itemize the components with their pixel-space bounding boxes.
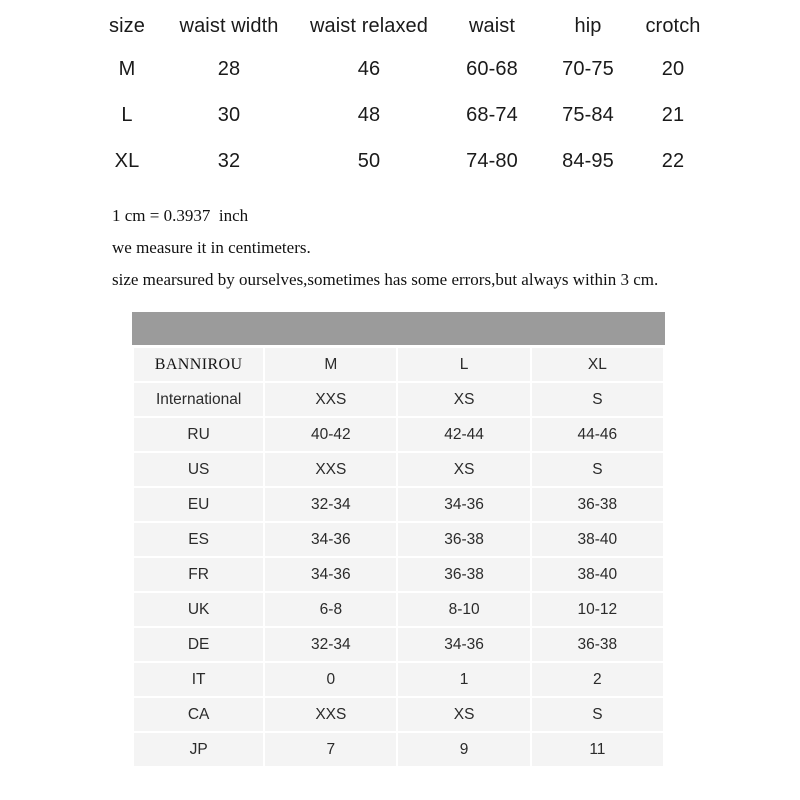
measurement-cell: XL xyxy=(114,149,140,172)
measurement-cell: 21 xyxy=(661,103,685,126)
conversion-cell: 8-10 xyxy=(398,593,529,626)
measurement-header-cell: size xyxy=(109,14,145,37)
conversion-cell: M xyxy=(265,348,396,381)
measurement-cell: 22 xyxy=(661,149,685,172)
conversion-cell: 10-12 xyxy=(532,593,663,626)
conversion-row-label: US xyxy=(134,453,263,486)
conversion-cell: XS xyxy=(398,698,529,731)
conversion-cell: 34-36 xyxy=(398,628,529,661)
conversion-cell: XXS xyxy=(265,453,396,486)
conversion-row-label: RU xyxy=(134,418,263,451)
conversion-cell: XXS xyxy=(265,383,396,416)
conversion-cell: 42-44 xyxy=(398,418,529,451)
conversion-cell: 40-42 xyxy=(265,418,396,451)
measurement-cell: M xyxy=(118,57,136,80)
conversion-row-label: UK xyxy=(134,593,263,626)
conversion-cell: 36-38 xyxy=(532,628,663,661)
table-row xyxy=(134,453,663,486)
measurement-cell: 48 xyxy=(357,103,381,126)
conversion-cell: 1 xyxy=(398,663,529,696)
conversion-cell: L xyxy=(398,348,529,381)
conversion-cell: 0 xyxy=(265,663,396,696)
conversion-cell: 9 xyxy=(398,733,529,766)
note-tolerance: size mearsured by ourselves,sometimes has some errors,but always within 3 cm. xyxy=(112,270,659,289)
conversion-cell: 32-34 xyxy=(265,628,396,661)
note-measure-unit: we measure it in centimeters. xyxy=(112,238,311,257)
conversion-cell: S xyxy=(532,453,663,486)
measurement-cell: 75-84 xyxy=(562,103,614,126)
measurement-cell: 68-74 xyxy=(466,103,518,126)
measurement-header-cell: waist xyxy=(468,14,516,37)
table-row xyxy=(134,698,663,731)
measurement-cell: 32 xyxy=(217,149,241,172)
note-unit-conversion: 1 cm = 0.3937 inch xyxy=(112,206,249,225)
conversion-cell: XS xyxy=(398,453,529,486)
conversion-row-label: JP xyxy=(134,733,263,766)
conversion-row-label: EU xyxy=(134,488,263,521)
conversion-row-label: BANNIROU xyxy=(134,348,263,381)
measurement-cell: 50 xyxy=(357,149,381,172)
conversion-row-label: ES xyxy=(134,523,263,556)
conversion-cell: XL xyxy=(532,348,663,381)
conversion-cell: 36-38 xyxy=(398,558,529,591)
conversion-cell: 6-8 xyxy=(265,593,396,626)
table-row xyxy=(90,138,710,184)
measurement-header-cell: waist relaxed xyxy=(309,14,429,37)
measurement-header-cell: crotch xyxy=(645,14,701,37)
conversion-cell: 38-40 xyxy=(532,523,663,556)
measurement-cell: 60-68 xyxy=(466,57,518,80)
international-size-conversion-table xyxy=(132,312,665,768)
table-row xyxy=(134,663,663,696)
measurement-cell: L xyxy=(121,103,133,126)
measurement-cell: 46 xyxy=(357,57,381,80)
measurement-cell: 30 xyxy=(217,103,241,126)
table-row xyxy=(134,488,663,521)
table-row xyxy=(134,593,663,626)
table-row xyxy=(134,558,663,591)
conversion-cell: 44-46 xyxy=(532,418,663,451)
table-row xyxy=(134,733,663,766)
measurement-header-cell: hip xyxy=(574,14,602,37)
conversion-cell: S xyxy=(532,383,663,416)
measurement-cell: 20 xyxy=(661,57,685,80)
conversion-cell: 36-38 xyxy=(532,488,663,521)
measurement-notes xyxy=(112,200,752,296)
conversion-cell: 7 xyxy=(265,733,396,766)
conversion-cell: XXS xyxy=(265,698,396,731)
conversion-cell: 38-40 xyxy=(532,558,663,591)
table-row xyxy=(134,383,663,416)
table-row xyxy=(134,628,663,661)
conversion-cell: 34-36 xyxy=(265,523,396,556)
table-row xyxy=(134,418,663,451)
conversion-cell: 34-36 xyxy=(265,558,396,591)
measurement-cell: 28 xyxy=(217,57,241,80)
measurement-cell: 70-75 xyxy=(562,57,614,80)
conversion-cell: 36-38 xyxy=(398,523,529,556)
conversion-table-header-bar xyxy=(132,312,665,345)
table-row xyxy=(134,523,663,556)
conversion-cell: 32-34 xyxy=(265,488,396,521)
conversion-row-label: FR xyxy=(134,558,263,591)
table-row xyxy=(90,92,710,138)
conversion-row-label: DE xyxy=(134,628,263,661)
conversion-cell: 2 xyxy=(532,663,663,696)
measurement-header-row xyxy=(90,6,710,46)
table-row xyxy=(90,46,710,92)
conversion-row-label: CA xyxy=(134,698,263,731)
measurement-size-table xyxy=(90,6,710,184)
table-row xyxy=(134,348,663,381)
measurement-cell: 84-95 xyxy=(562,149,614,172)
conversion-cell: XS xyxy=(398,383,529,416)
measurement-cell: 74-80 xyxy=(466,149,518,172)
conversion-row-label: International xyxy=(134,383,263,416)
conversion-cell: 11 xyxy=(532,733,663,766)
conversion-row-label: IT xyxy=(134,663,263,696)
measurement-header-cell: waist width xyxy=(179,14,279,37)
conversion-cell: 34-36 xyxy=(398,488,529,521)
conversion-cell: S xyxy=(532,698,663,731)
